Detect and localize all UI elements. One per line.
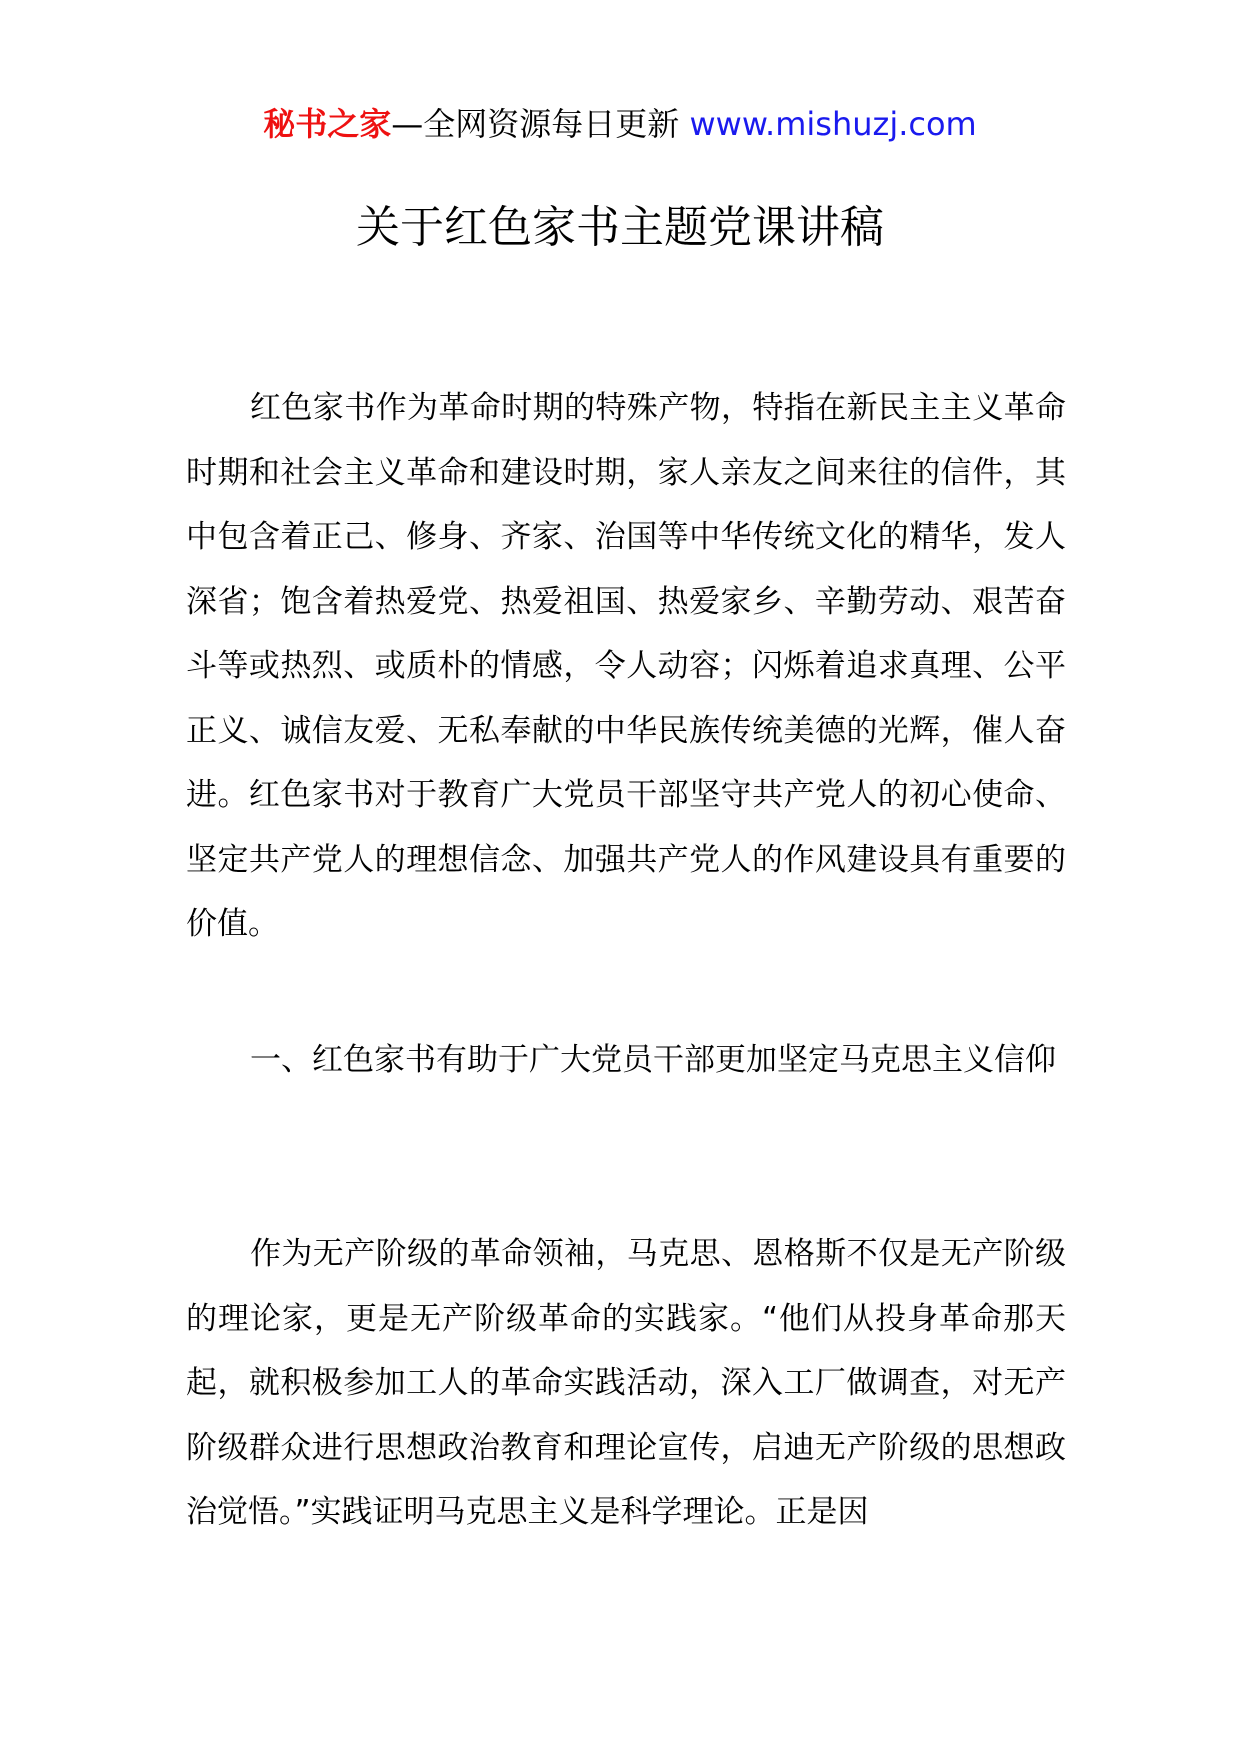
brand-tagline: —全网资源每日更新 bbox=[391, 105, 690, 143]
brand-name: 秘书之家 bbox=[263, 105, 392, 143]
paragraph-text: 红色家书作为革命时期的特殊产物，特指在新民主主义革命时期和社会主义革命和建设时期，家人亲友之间来往的信件，其中包含着正己、修身、齐家、治国等中华传统文化的精华，发人深省；饱含着热爱党、热爱祖国、热爱家乡、辛勤劳动、艰苦奋斗等或热烈、或质朴的情感，令人动容；闪烁着追求真理、公平正义、诚信友爱、无私奉献的中华民族传统美德的光辉，催人奋进。红色家书对于教育广大党员干部坚守共产党人的初心使命、坚定共产党人的理想信念、加强共产党人的作风建设具有重要的价值。 bbox=[186, 390, 1066, 942]
section-paragraph bbox=[186, 1222, 1066, 1545]
section-heading-text: 一、红色家书有助于广大党员干部更加坚定马克思主义信仰 bbox=[250, 1042, 1056, 1078]
document-title: 关于红色家书主题党课讲稿 bbox=[356, 202, 884, 253]
watermark-header bbox=[0, 98, 1240, 150]
section-heading bbox=[186, 1028, 1066, 1093]
site-url: www.mishuzj.com bbox=[689, 105, 977, 143]
paragraph-text: 作为无产阶级的革命领袖，马克思、恩格斯不仅是无产阶级的理论家，更是无产阶级革命的实践家。“他们从投身革命那天起，就积极参加工人的革命实践活动，深入工厂做调查，对无产阶级群众进行思想政治教育和理论宣传，启迪无产阶级的思想政治觉悟。”实践证明马克思主义是科学理论。正是因 bbox=[186, 1236, 1066, 1530]
intro-paragraph bbox=[186, 376, 1066, 957]
